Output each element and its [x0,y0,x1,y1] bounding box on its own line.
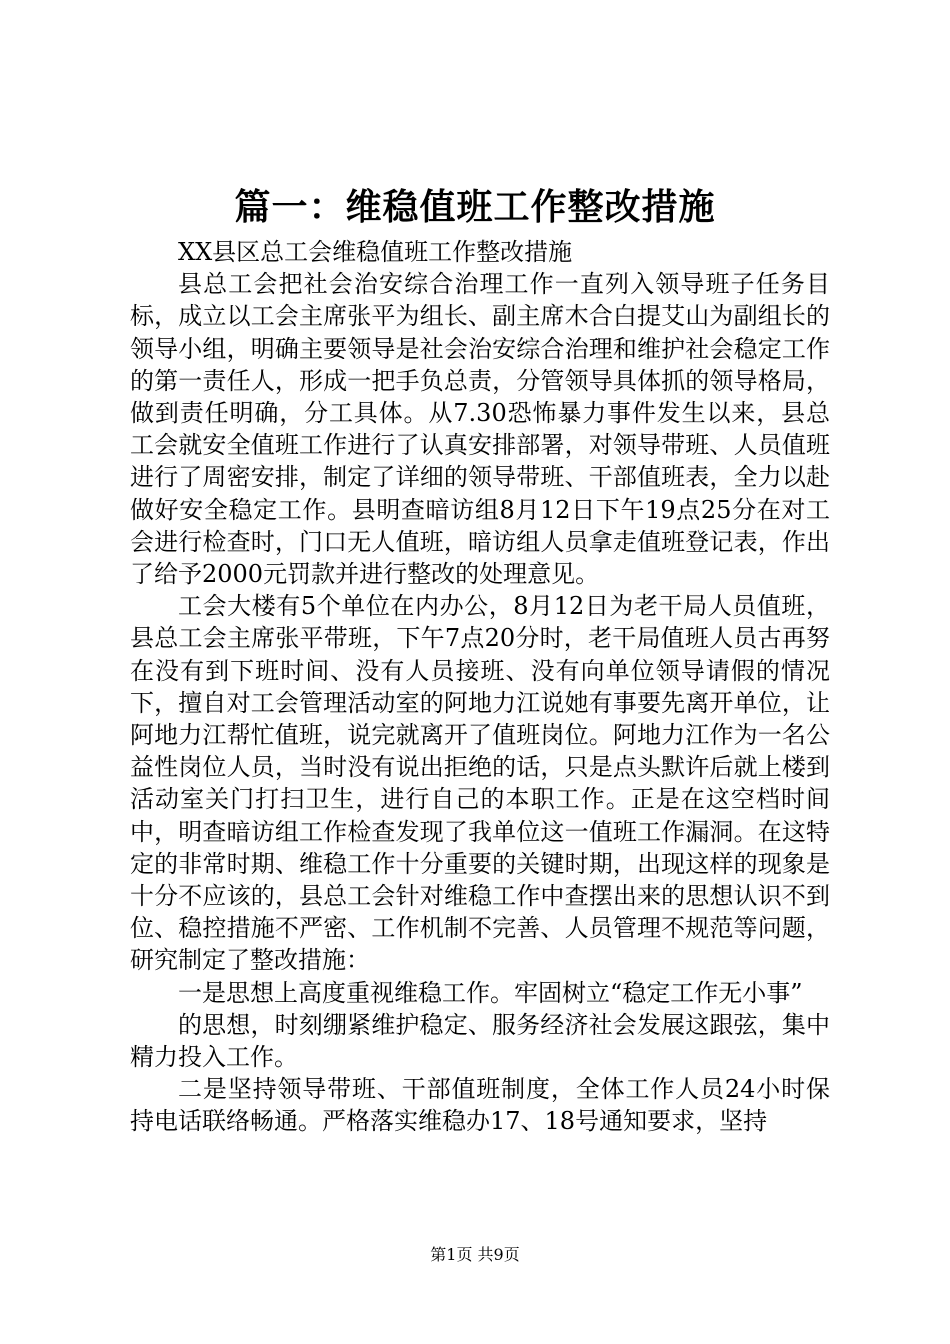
paragraph-5: 二是坚持领导带班、干部值班制度，全体工作人员24小时保持电话联络畅通。严格落实维稳办17、18号通知要求，坚持 [130,1075,830,1136]
document-body [130,236,830,1138]
paragraph-4: 的思想，时刻绷紧维护稳定、服务经济社会发展这跟弦，集中精力投入工作。 [130,1010,830,1072]
document-title: 篇一：维稳值班工作整改措施 [234,186,716,228]
paragraph-2: 工会大楼有5个单位在内办公，8月12日为老干局人员值班，县总工会主席张平带班，下午7点20分时，老干局值班人员古再努在没有到下班时间、没有人员接班、没有向单位领导请假的情况下，擅自对工会管理活动室的阿地力江说她有事要先离开单位，让阿地力江帮忙值班，说完就离开了值班岗位。阿地力江作为一名公益性岗位人员，当时没有说出拒绝的话，只是点头默许后就上楼到活动室关门打扫卫生，进行自己的本职工作。正是在这空档时间中，明查暗访组工作检查发现了我单位这一值班工作漏洞。在这特定的非常时期、维稳工作十分重要的关键时期，出现这样的现象是十分不应该的，县总工会针对维稳工作中查摆出来的思想认识不到位、稳控措施不严密、工作机制不完善、人员管理不规范等问题，研究制定了整改措施： [130,592,830,975]
paragraph-3: 一是思想上高度重视维稳工作。牢固树立“稳定工作无小事” [178,978,803,1007]
paragraph-1: 县总工会把社会治安综合治理工作一直列入领导班子任务目标，成立以工会主席张平为组长、副主席木合白提艾山为副组长的领导小组，明确主要领导是社会治安综合治理和维护社会稳定工作的第一责任人，形成一把手负总责，分管领导具体抓的领导格局，做到责任明确，分工具体。从7.30恐怖暴力事件发生以来，县总工会就安全值班工作进行了认真安排部署，对领导带班、人员值班进行了周密安排，制定了详细的领导带班、干部值班表，全力以赴做好安全稳定工作。县明查暗访组8月12日下午19点25分在对工会进行检查时，门口无人值班，暗访组人员拿走值班登记表，作出了给予2000元罚款并进行整改的处理意见。 [130,270,830,589]
page-footer: 第1页 共9页 [430,1245,520,1264]
subtitle-paragraph: XX县区总工会维稳值班工作整改措施 [178,238,573,266]
